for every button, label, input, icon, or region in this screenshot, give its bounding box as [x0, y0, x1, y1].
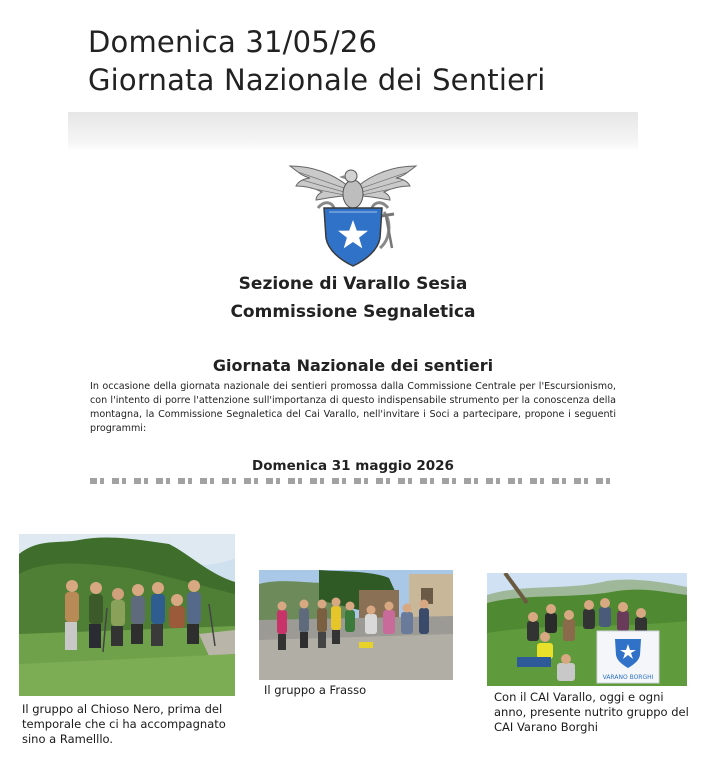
sezione-title: Sezione di Varallo Sesia — [238, 274, 468, 294]
document-body-text: In occasione della giornata nazionale dei sentieri promossa dalla Commissione Centrale per l'Escursionismo, con l'intento di porre l'attenzione sull'importanza di questo indispensabile strumento per la conoscenza della montagna, la Commissione Segnaletica del Cai Varallo, nell'invitare i Soci a partecipare, propone i seguenti programmi: — [90, 381, 616, 434]
banner-text: VARANO BORGHI — [602, 674, 654, 681]
photo-caption-varano-borghi: Con il CAI Varallo, oggi e ogni anno, presente nutrito gruppo del CAI Varano Borghi — [494, 690, 689, 734]
header-line-2: Giornata Nazionale dei Sentieri — [88, 63, 546, 97]
photo-varano-borghi — [487, 573, 687, 686]
document-top-shadow — [68, 112, 638, 152]
commissione-title: Commissione Segnaletica — [230, 302, 476, 322]
cropped-text-line — [90, 478, 616, 484]
photo-chioso-nero — [19, 534, 235, 696]
photo-caption-frasso: Il gruppo a Frasso — [264, 683, 367, 697]
document-heading: Giornata Nazionale dei sentieri — [212, 356, 494, 375]
header-line-1: Domenica 31/05/26 — [88, 25, 378, 59]
document-scan — [68, 112, 638, 484]
photo-caption-chioso-nero: Il gruppo al Chioso Nero, prima del temporale che ci ha accompagnato sino a Ramelllo. — [22, 702, 226, 746]
cai-eagle-emblem-icon — [288, 152, 418, 272]
photo-frasso — [259, 570, 453, 680]
document-event-date: Domenica 31 maggio 2026 — [252, 458, 454, 474]
